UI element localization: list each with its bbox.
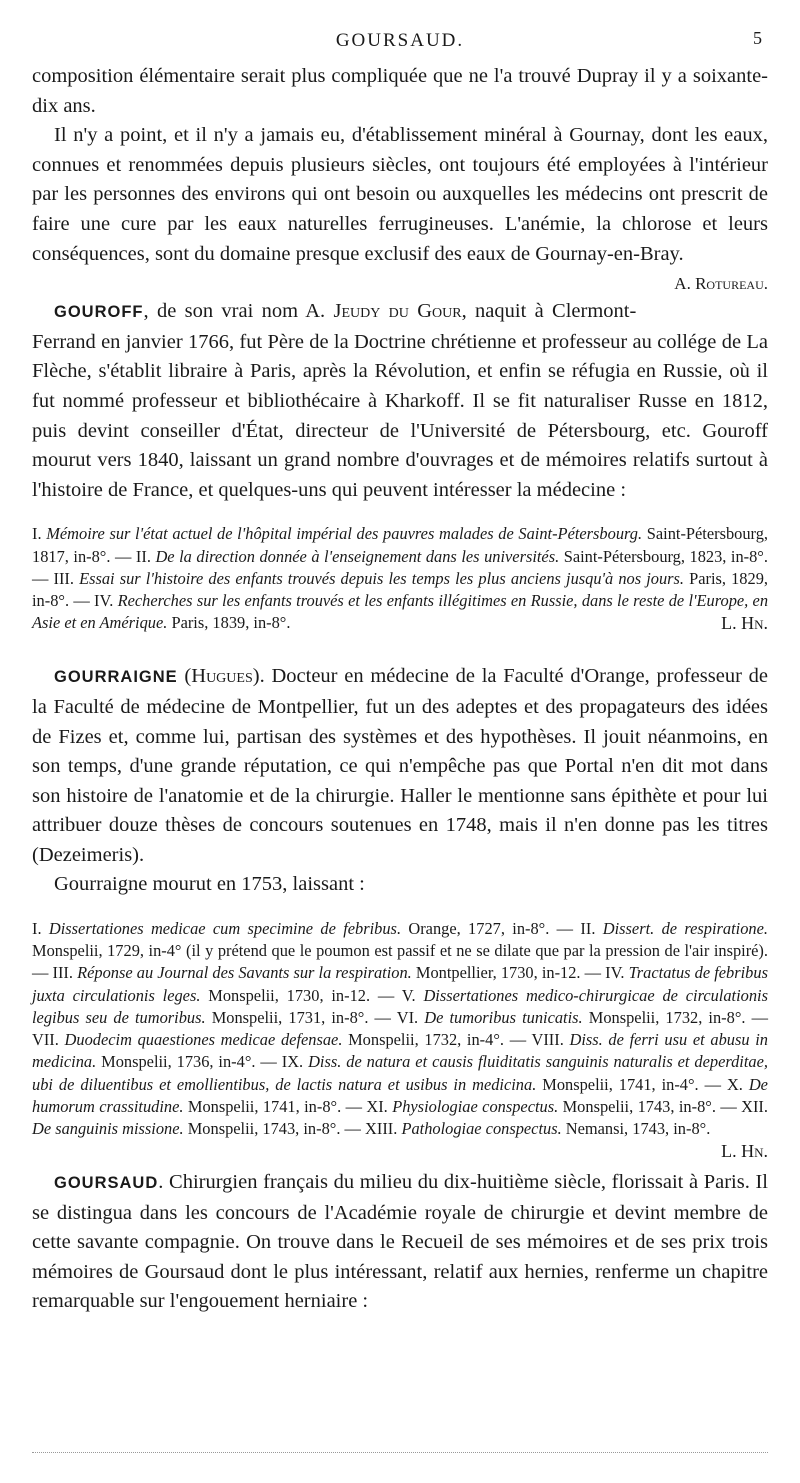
bib-title: Physiologiae conspectus. (392, 1096, 559, 1116)
bib-title: Mémoire sur l'état actuel de l'hôpital impérial des pauvres malades de Saint-Pétersbourg. (46, 524, 643, 544)
entry-body (32, 297, 768, 505)
bib-item: XII. De sanguinis missione. Monspelii, 1743, in-8°. (32, 1096, 768, 1138)
bib-item: IV. Recherches sur les enfants trouvés et les enfants illégitimes en Russie, dans le reste de l'Europe, en Asie et en Amérique. Paris, 1839, in-8°. (32, 590, 769, 633)
bib-item: III. Réponse au Journal des Savants sur la respiration. Montpellier, 1730, in-12. (52, 963, 581, 983)
entry-gouroff (32, 297, 768, 634)
bibliography: I. Mémoire sur l'état actuel de l'hôpital impérial des pauvres malades de Saint-Pétersbourg. Saint-Pétersbourg, 1817, in-8°. — II. De la direction donnée à l'enseignement dans les universités. Saint-Pétersbourg, 1823, in-8°. — III. Essai sur l'histoire des enfants trouvés depuis les temps les plus anciens jusqu'à nos jours. Paris, 1829, in-8°. — IV. Recherches sur les enfants trouvés et les enfants illégitimes en Russie, dans le reste de l'Europe, en Asie et en Amérique. Paris, 1839, in-8°. L. Hn. (32, 524, 769, 634)
entry-text: Docteur en médecine de la Faculté d'Orange, professeur de la Faculté de médecine de Montpellier, fut un des adeptes et des propagateurs des idées de Fizes et, comme lui, partisan des systèmes et des hypothèses. Il jouit néanmoins, en son temps, d'une grande réputation, ce qui n'empêche pas que Portal n'en dit mot dans son histoire de l'anatomie et de la chirurgie. Haller le mentionne sans épithète et pour lui attribuer douze thèses de concours soutenues en 1748, mais il n'en donne pas les titres (Dezeimeris). (32, 665, 769, 866)
entry-body: GOURSAUD. Chirurgien français du milieu du dix-huitième siècle, florissait à Paris. Il se distingua dans les concours de l'Académie royale de chirurgie et devint membre de cette savante compagnie. On trouve dans le Recueil de ses mémoires et de ses prix trois mémoires de Goursaud dont le plus intéressant, relatif aux hernies, renferme un chapitre remarquable sur l'engouement herniaire : (32, 1171, 768, 1313)
bib-title: Diss. de natura et causis fluiditatis sanguinis naturalis et deperditae, ubi de diluentibus et emollientibus, de lactis natura et usibus in medicina. (32, 1052, 768, 1094)
bottom-rule (32, 1452, 768, 1453)
running-title: GOURSAUD. (335, 30, 465, 51)
bib-title: Recherches sur les enfants trouvés et les enfants illégitimes en Russie, dans le reste de l'Europe, en Asie et en Amérique. (32, 590, 769, 633)
running-header (32, 0, 768, 62)
entry-headword: GOUROFF (54, 303, 144, 322)
bib-item: I. Dissertationes medicae cum specimine de febribus. Orange, 1727, in-8°. (32, 919, 550, 939)
paragraph (32, 121, 768, 294)
bib-title: Dissert. de respiratione. (602, 919, 768, 939)
author-signature: L. Hn. (721, 1141, 768, 1162)
entry-gourraigne (32, 662, 769, 1162)
bibliography: I. Dissertationes medicae cum specimine de febribus. Orange, 1727, in-8°. — II. Dissert. de respiratione. Monspelii, 1729, in-4° (il y prétend que le poumon est passif et ne se dilate que par la pression de l'air inspiré). — III. Réponse au Journal des Savants sur la respiration. Montpellier, 1730, in-12. — IV. Tractatus de febribus juxta circulationis leges. Monspelii, 1730, in-12. — V. Dissertationes medico-chirurgicae de circulationis legibus seu de tumoribus. Monspelii, 1731, in-8°. — VI. De tumoribus tunicatis. Monspelii, 1732, in-8°. — VII. Duodecim quaestiones medicae defensae. Monspelii, 1732, in-4°. — VIII. Diss. de ferri usu et abusu in medicina. Monspelii, 1736, in-4°. — IX. Diss. de natura et causis fluiditatis sanguinis naturalis et deperditae, ubi de diluentibus et emollientibus, de lactis natura et usibus in medicina. Monspelii, 1741, in-4°. — X. De humorum crassitudine. Monspelii, 1741, in-8°. — XI. Physiologiae conspectus. Monspelii, 1743, in-8°. — XII. De sanguinis missione. Monspelii, 1743, in-8°. — XIII. Pathologiae conspectus. Nemansi, 1743, in-8°. L. Hn. (32, 919, 768, 1162)
bib-title: Tractatus de febribus juxta circulationis leges. (32, 963, 768, 1005)
bib-item: XI. Physiologiae conspectus. Monspelii, 1743, in-8°. (366, 1096, 716, 1116)
entry-real-name: Jeudy du Gour (333, 300, 462, 323)
bib-title: Duodecim quaestiones medicae defensae. (64, 1030, 343, 1050)
paragraph: composition élémentaire serait plus compliquée que ne l'a trouvé Dupray il y a soixante-dix ans. (32, 65, 768, 117)
entry-gournay-continuation (32, 62, 768, 294)
author-signature: A. Rotureau. (674, 274, 768, 294)
bib-item: II. Dissert. de respiratione. Monspelii, 1729, in-4° (il y prétend que le poumon est passif et ne se dilate que par la pression de l'air inspiré). (32, 919, 768, 961)
bib-item: VIII. Diss. de ferri usu et abusu in medicina. Monspelii, 1736, in-4°. (32, 1030, 768, 1072)
entry-body: GOURRAIGNE (Hugues). Docteur en médecine de la Faculté d'Orange, professeur de la Faculté de médecine de Montpellier, fut un des adeptes et des propagateurs des idées de Fizes et, comme lui, partisan des systèmes et des hypothèses. Il jouit néanmoins, en son temps, d'une grande réputation, ce qui n'empêche pas que Portal n'en dit mot dans son histoire de l'anatomie et de la chirurgie. Haller le mentionne sans épithète et pour lui attribuer douze thèses de concours soutenues en 1748, mais il n'en donne pas les titres (Dezeimeris). (32, 665, 769, 866)
bib-title: De sanguinis missione. (32, 1118, 184, 1138)
bib-item: II. De la direction donnée à l'enseignement dans les universités. Saint-Pétersbourg, 1823, in-8°. (135, 546, 768, 566)
paragraph-text: Il n'y a point, et il n'y a jamais eu, d'établissement minéral à Gournay, dont les eaux, connues et renommées depuis plusieurs siècles, ont toujours été employées à l'intérieur par les personnes des environs qui ont besoin ou auxquelles les médecins ont prescrit de faire une cure par les eaux naturelles ferrugineuses. L'anémie, la chlorose et leurs conséquences, sont du domaine presque exclusif des eaux de Gournay-en-Bray. (32, 124, 768, 265)
bib-title: De la direction donnée à l'enseignement dans les universités. (155, 546, 560, 566)
entry-headword: GOURSAUD (54, 1174, 159, 1193)
entry-goursaud (32, 1168, 768, 1317)
bib-item: IX. Diss. de natura et causis fluiditatis sanguinis naturalis et deperditae, ubi de diluentibus et emollientibus, de lactis natura et usibus in medicina. Monspelii, 1741, in-4°. (32, 1052, 768, 1094)
bib-title: Diss. de ferri usu et abusu in medicina. (32, 1030, 768, 1072)
author-signature: L. Hn. (721, 613, 768, 634)
bib-item: XIII. Pathologiae conspectus. Nemansi, 1743, in-8°. (365, 1118, 711, 1138)
entry-text: Chirurgien français du milieu du dix-huitième siècle, florissait à Paris. Il se distingua dans les concours de l'Académie royale de chirurgie et devint membre de cette savante compagnie. On trouve dans le Recueil de ses mémoires et de ses prix trois mémoires de Goursaud dont le plus intéressant, relatif aux hernies, renferme un chapitre remarquable sur l'engouement herniaire : (32, 1171, 768, 1313)
bib-item: I. Mémoire sur l'état actuel de l'hôpital impérial des pauvres malades de Saint-Pétersbourg. Saint-Pétersbourg, 1817, in-8°. (32, 524, 768, 566)
entry-headword: GOURRAIGNE (54, 668, 178, 687)
bib-item: IV. Tractatus de febribus juxta circulationis leges. Monspelii, 1730, in-12. (32, 963, 768, 1005)
page-number: 5 (753, 28, 762, 48)
bib-title: Réponse au Journal des Savants sur la respiration. (77, 963, 412, 983)
bib-item: V. Dissertationes medico-chirurgicae de circulationis legibus seu de tumoribus. Monspelii, 1731, in-8°. (32, 985, 768, 1027)
bib-title: Essai sur l'histoire des enfants trouvés depuis les temps les plus anciens jusqu'à nos jours. (79, 568, 685, 588)
bib-title: De humorum crassitudine. (32, 1074, 768, 1116)
bib-item: X. De humorum crassitudine. Monspelii, 1741, in-8°. (32, 1074, 768, 1116)
bib-item: VI. De tumoribus tunicatis. Monspelii, 1732, in-8°. (396, 1007, 746, 1027)
entry-intro: , de son vrai nom A. (143, 300, 334, 323)
entry-text: , naquit à Clermont-Ferrand en janvier 1766, fut Père de la Doctrine chrétienne et professeur au collége de La Flèche, s'établit libraire à Paris, après la Révolution, et enfin se réfugia en Russie, où il fut nommé professeur et bibliothécaire à Kharkoff. Il se fit naturaliser Russe en 1812, puis devint conseiller d'État, directeur de l'Université de Pétersbourg, etc. Gouroff mourut vers 1840, laissant un grand nombre d'ouvrages et de mémoires relatifs surtout à l'histoire de France, et quelques-uns qui peuvent intéresser la médecine : (32, 300, 768, 501)
entry-given-name: Hugues (191, 665, 253, 688)
entry-closing: Gourraigne mourut en 1753, laissant : (54, 873, 365, 896)
bib-item: III. Essai sur l'histoire des enfants trouvés depuis les temps les plus anciens jusqu'à nos jours. Paris, 1829, in-8°. (32, 568, 768, 610)
bib-title: Dissertationes medicae cum specimine de febribus. (48, 919, 402, 939)
bib-item: VII. Duodecim quaestiones medicae defensae. Monspelii, 1732, in-4°. (32, 1030, 504, 1050)
bib-title: Pathologiae conspectus. (401, 1118, 562, 1138)
bib-title: Dissertationes medico-chirurgicae de circulationis legibus seu de tumoribus. (32, 985, 768, 1027)
bib-title: De tumoribus tunicatis. (424, 1007, 583, 1027)
